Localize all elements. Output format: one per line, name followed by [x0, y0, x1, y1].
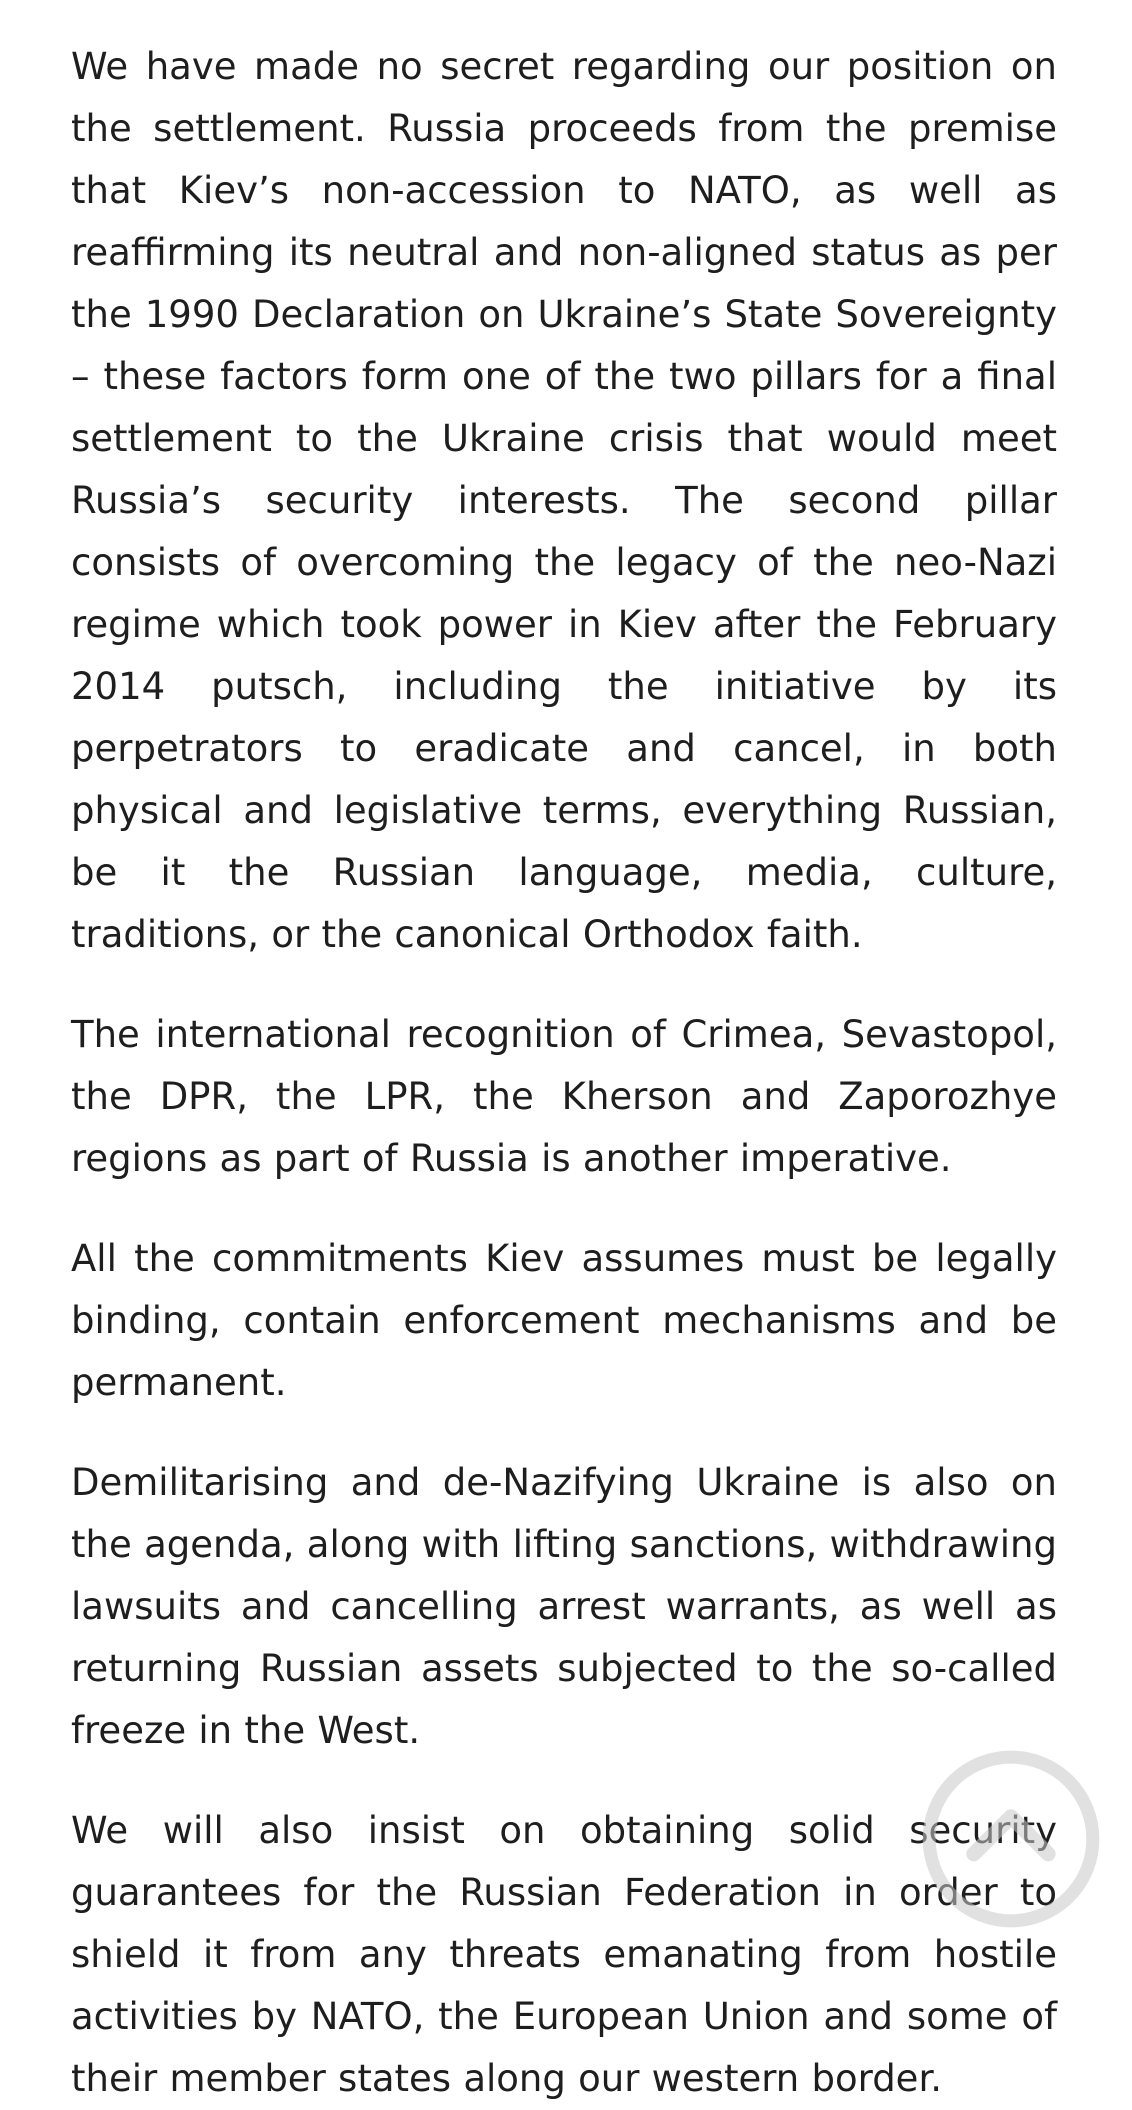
paragraph-demilitarising: Demilitarising and de-Nazifying Ukraine is also on the agenda, along with lifting sanctions, withdrawing lawsuits and cancelling arrest warrants, as well as returning Russian assets subjected to the so-called freeze in the West. — [71, 1461, 1057, 1752]
paragraph-commitments: All the commitments Kiev assumes must be legally binding, contain enforcement mechanisms and be permanent. — [71, 1237, 1057, 1404]
paragraph-settlement-position: We have made no secret regarding our position on the settlement. Russia proceeds from the premise that Kiev’s non-accession to NATO, as well as reaffirming its neutral and non-aligned status as per the 1990 Declaration on Ukraine’s State Sovereignty – these factors form one of the two pillars for a final settlement to the Ukraine crisis that would meet Russia’s security interests. The second pillar consists of overcoming the legacy of the neo-Nazi regime which took power in Kiev after the February 2014 putsch, including the initiative by its perpetrators to eradicate and cancel, in both physical and legislative terms, everything Russian, be it the Russian language, media, culture, traditions, or the canonical Orthodox faith. — [71, 45, 1057, 956]
article-body — [71, 36, 1057, 2110]
paragraph-security-guarantees: We will also insist on obtaining solid security guarantees for the Russian Federation in order to shield it from any threats emanating from hostile activities by NATO, the European Union and some of their member states along our western border. — [71, 1809, 1057, 2100]
chevron-up-circle-icon — [918, 1746, 1104, 1932]
paragraph-international-recognition: The international recognition of Crimea, Sevastopol, the DPR, the LPR, the Kherson and Zaporozhye regions as part of Russia is another imperative. — [71, 1013, 1057, 1180]
scroll-to-top-button[interactable] — [918, 1746, 1104, 1932]
